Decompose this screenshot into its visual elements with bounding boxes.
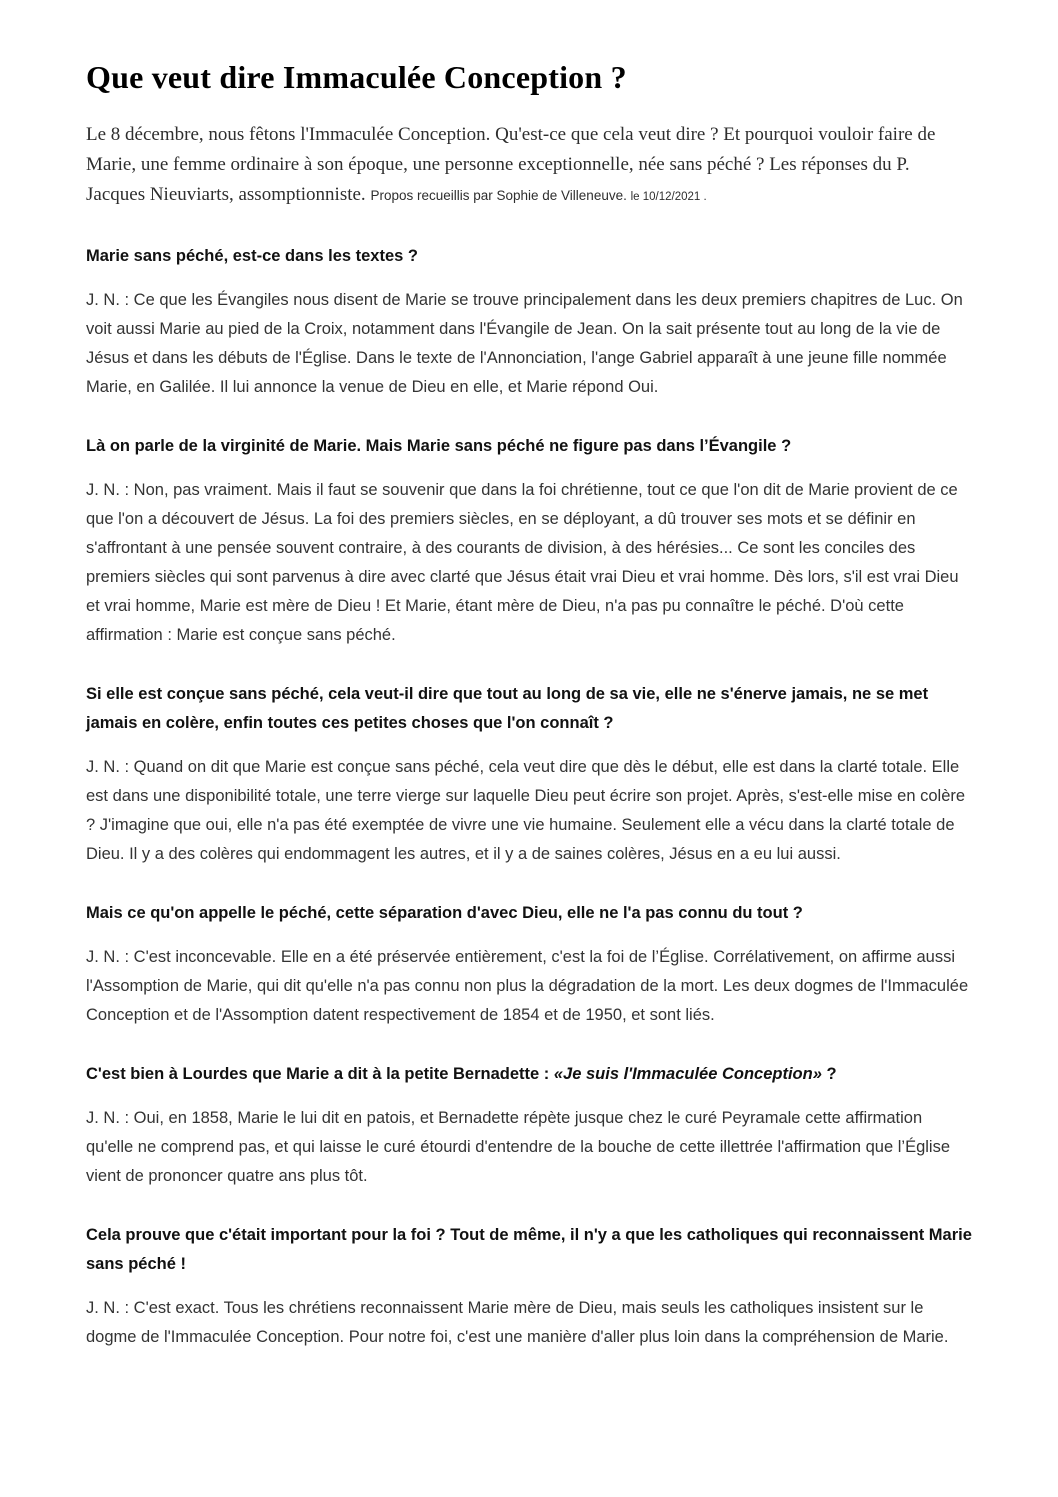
interview-question — [86, 432, 972, 461]
question-text-segment: Si elle est conçue sans péché, cela veut-il dire que tout au long de sa vie, elle ne s'énerve jamais, ne se met jamais en colère, enfin toutes ces petites choses que l'on connaît ? — [86, 685, 929, 733]
interview-answer: J. N. : C'est exact. Tous les chrétiens reconnaissent Marie mère de Dieu, mais seuls les catholiques insistent sur le dogme de l'Immaculée Conception. Pour notre foi, c'est une manière d'aller plus loin dans la compréhension de Marie. — [86, 1299, 949, 1347]
intro-paragraph — [86, 120, 972, 212]
question-quote-segment: «Je suis l'Immaculée Conception» — [553, 1065, 822, 1084]
publish-date: le 10/12/2021 . — [630, 191, 707, 204]
interview-answer: J. N. : Quand on dit que Marie est conçue sans péché, cela veut dire que dès le début, elle est dans la clarté totale. Elle est dans une disponibilité totale, une terre vierge sur laquelle Dieu peut écrire son projet. Après, s'est-elle mise en colère ? J'imagine que oui, elle n'a pas été exemptée de vivre une vie humaine. Seulement elle a vécu dans la clarté totale de Dieu. Il y a des colères qui endommagent les autres, et il y a de saines colères, Jésus en a eu lui aussi. — [86, 758, 966, 864]
question-text-segment: C'est bien à Lourdes que Marie a dit à la petite Bernadette : — [86, 1065, 554, 1084]
byline: Propos recueillis par Sophie de Villeneuve. — [370, 188, 631, 204]
question-text-segment: Cela prouve que c'était important pour la foi ? Tout de même, il n'y a que les catholiques qui reconnaissent Marie sans péché ! — [86, 1226, 972, 1274]
interview-question — [86, 1060, 972, 1089]
interview-question — [86, 1221, 972, 1279]
question-text-segment: Mais ce qu'on appelle le péché, cette séparation d'avec Dieu, elle ne l'a pas connu du tout ? — [86, 904, 803, 923]
page-title: Que veut dire Immaculée Conception ? — [86, 59, 627, 95]
interview-answer: J. N. : Oui, en 1858, Marie le lui dit en patois, et Bernadette répète jusque chez le curé Peyramale cette affirmation qu'elle ne comprend pas, et qui laisse le curé étourdi d'entendre de la bouche de cette illettrée l'affirmation que l’Église vient de prononcer quatre ans plus tôt. — [86, 1109, 951, 1186]
intro-text: Le 8 décembre, nous fêtons l'Immaculée Conception. Qu'est-ce que cela veut dire ? Et pourquoi vouloir faire de Marie, une femme ordinaire à son époque, une personne exceptionnelle, née sans péché ? Les réponses du P. Jacques Nieuviarts, assomptionniste. — [86, 124, 936, 206]
interview-question — [86, 242, 972, 271]
interview-answer: J. N. : Ce que les Évangiles nous disent de Marie se trouve principalement dans les deux premiers chapitres de Luc. On voit aussi Marie au pied de la Croix, notamment dans l'Évangile de Jean. On la sait présente tout au long de la vie de Jésus et dans les débuts de l'Église. Dans le texte de l'Annonciation, l'ange Gabriel apparaît à une jeune fille nommée Marie, en Galilée. Il lui annonce la venue de Dieu en elle, et Marie répond Oui. — [86, 291, 963, 397]
interview-answer: J. N. : C'est inconcevable. Elle en a été préservée entièrement, c'est la foi de l’Église. Corrélativement, on affirme aussi l'Assomption de Marie, qui dit qu'elle n'a pas connu non plus la dégradation de la mort. Les deux dogmes de l'Immaculée Conception et de l'Assomption datent respectivement de 1854 et de 1950, et sont liés. — [86, 948, 969, 1025]
interview-question — [86, 899, 972, 928]
article-body — [86, 242, 972, 1352]
question-text-segment: Là on parle de la virginité de Marie. Mais Marie sans péché ne figure pas dans l’Évangile ? — [86, 437, 792, 456]
interview-answer: J. N. : Non, pas vraiment. Mais il faut se souvenir que dans la foi chrétienne, tout ce que l'on dit de Marie provient de ce que l'on a découvert de Jésus. La foi des premiers siècles, en se déployant, a dû trouver ses mots et se définir en s'affrontant à une pensée souvent contraire, à des courants de division, à des hérésies... Ce sont les conciles des premiers siècles qui sont parvenus à dire avec clarté que Jésus était vrai Dieu et vrai homme. Dès lors, s'il est vrai Dieu et vrai homme, Marie est mère de Dieu ! Et Marie, étant mère de Dieu, n'a pas pu connaître le péché. D'où cette affirmation : Marie est conçue sans péché. — [86, 481, 959, 645]
question-text-segment: Marie sans péché, est-ce dans les textes ? — [86, 247, 418, 266]
interview-question — [86, 680, 972, 738]
question-text-segment: ? — [821, 1065, 837, 1084]
